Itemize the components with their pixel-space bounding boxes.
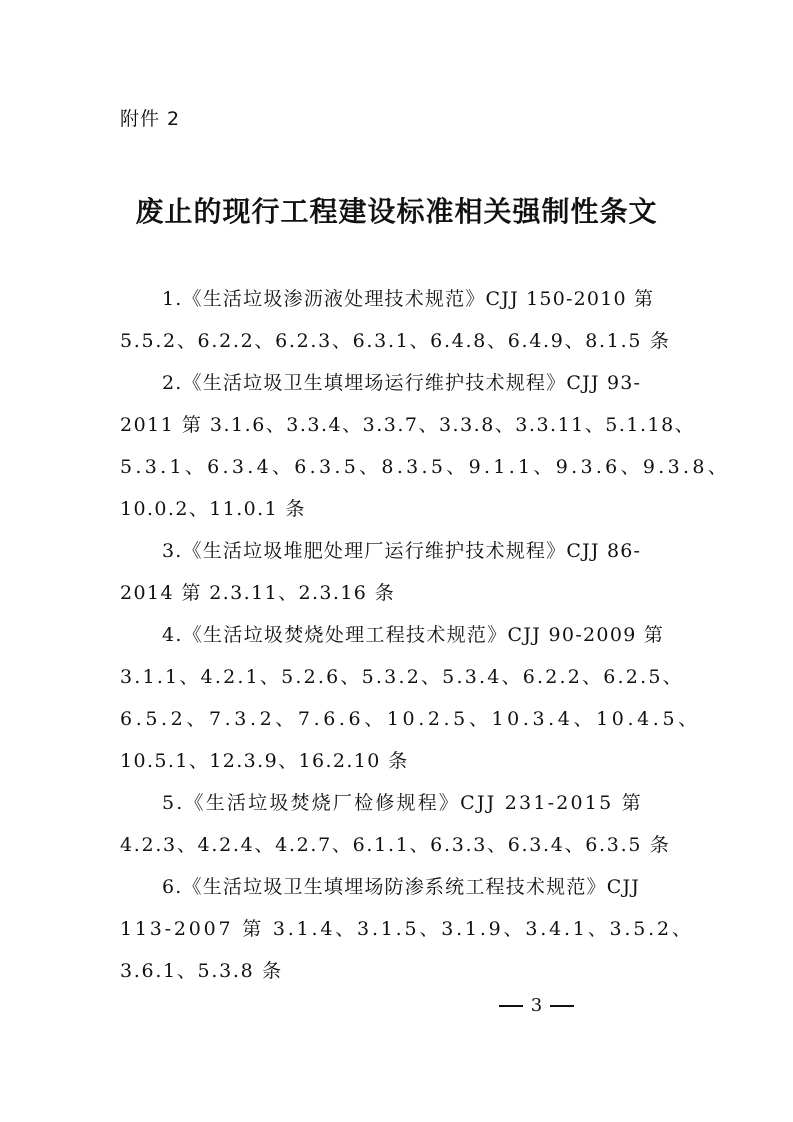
- item-3-line-2: 2014 第 2.3.11、2.3.16 条: [120, 582, 396, 604]
- item-4-line-3: 6.5.2、7.3.2、7.6.6、10.2.5、10.3.4、10.4.5、: [120, 708, 701, 730]
- item-4-line-4: 10.5.1、12.3.9、16.2.10 条: [120, 750, 409, 772]
- item-2-line-1: 2.《生活垃圾卫生填埋场运行维护技术规程》CJJ 93-: [162, 372, 642, 394]
- item-1-line-1: 1.《生活垃圾渗沥液处理技术规范》CJJ 150-2010 第: [162, 288, 655, 310]
- page-number: 3: [530, 995, 543, 1016]
- item-4-line-1: 4.《生活垃圾焚烧处理工程技术规范》CJJ 90-2009 第: [162, 624, 665, 646]
- item-6-line-2: 113-2007 第 3.1.4、3.1.5、3.1.9、3.4.1、3.5.2、: [120, 918, 694, 940]
- page-dash-right: [550, 1005, 574, 1007]
- item-5-line-2: 4.2.3、4.2.4、4.2.7、6.1.1、6.3.3、6.3.4、6.3.5 条: [120, 834, 671, 856]
- item-2-line-2: 2011 第 3.1.6、3.3.4、3.3.7、3.3.8、3.3.11、5.1.18、: [120, 414, 696, 436]
- page-dash-left: [499, 1005, 523, 1007]
- item-6-line-1: 6.《生活垃圾卫生填埋场防渗系统工程技术规范》CJJ: [162, 876, 641, 898]
- item-3-line-1: 3.《生活垃圾堆肥处理厂运行维护技术规程》CJJ 86-: [162, 540, 642, 562]
- item-5-line-1: 5.《生活垃圾焚烧厂检修规程》CJJ 231-2015 第: [162, 792, 643, 814]
- page-footer: [0, 995, 793, 1016]
- item-6-line-3: 3.6.1、5.3.8 条: [120, 960, 283, 982]
- item-4-line-2: 3.1.1、4.2.1、5.2.6、5.3.2、5.3.4、6.2.2、6.2.5、: [120, 666, 684, 688]
- item-2-line-4: 10.0.2、11.0.1 条: [120, 498, 306, 520]
- document-title: 废止的现行工程建设标准相关强制性条文: [135, 195, 658, 228]
- item-2-line-3: 5.3.1、6.3.4、6.3.5、8.3.5、9.1.1、9.3.6、9.3.8、: [120, 456, 731, 478]
- attachment-label: 附件 2: [120, 108, 181, 130]
- item-1-line-2: 5.5.2、6.2.2、6.2.3、6.3.1、6.4.8、6.4.9、8.1.5 条: [120, 330, 671, 352]
